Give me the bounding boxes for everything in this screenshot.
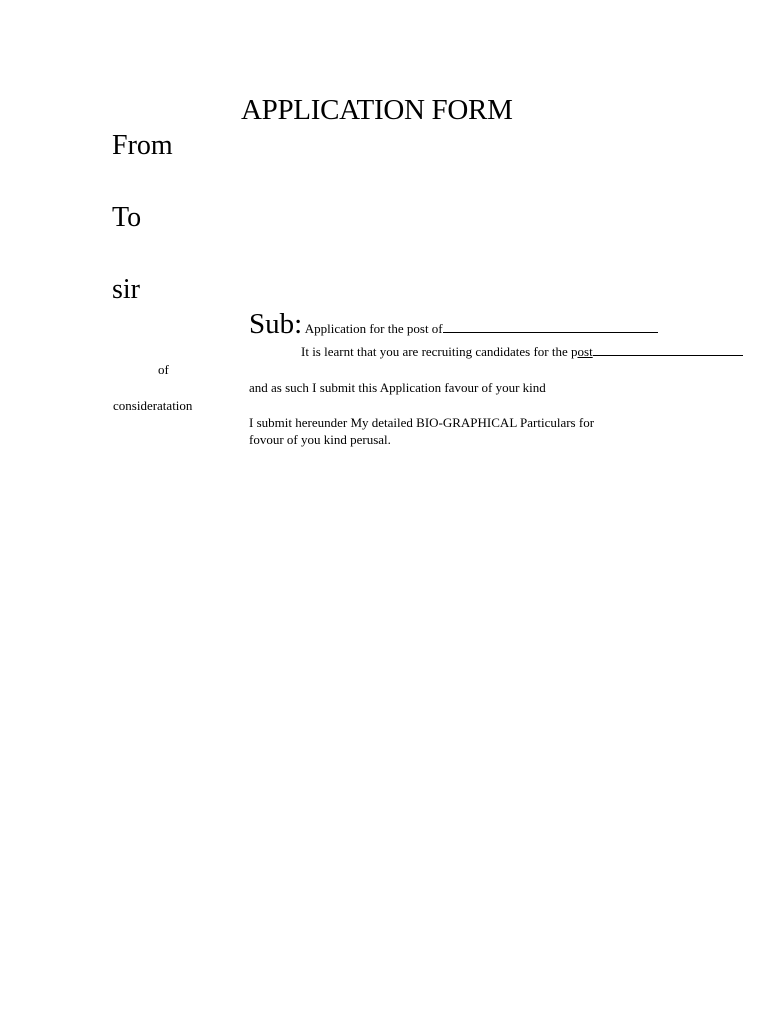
margin-of-text: of: [158, 362, 169, 377]
post-blank-line: [443, 331, 658, 333]
to-label: To: [112, 202, 142, 233]
salutation: sir: [112, 274, 140, 305]
body-line-3: I submit hereunder My detailed BIO-GRAPHICAL Particulars for: [249, 415, 595, 430]
body-line-1: [301, 344, 743, 360]
subject-text: Application for the post of: [302, 321, 443, 336]
post-blank-line-2: [593, 354, 743, 356]
page-title: APPLICATION FORM: [241, 94, 513, 126]
body-line-1-underlined: ost: [577, 344, 593, 359]
subject-line: [249, 308, 658, 341]
body-line-4: fovour of you kind perusal.: [249, 432, 391, 447]
subject-label: Sub:: [249, 308, 303, 340]
margin-consideration-text: consideratation: [113, 398, 193, 413]
from-label: From: [112, 130, 173, 161]
body-line-2: and as such I submit this Application favour of your kind: [249, 380, 546, 395]
body-line-1-text: It is learnt that you are recruiting candidates for the p: [301, 344, 578, 359]
